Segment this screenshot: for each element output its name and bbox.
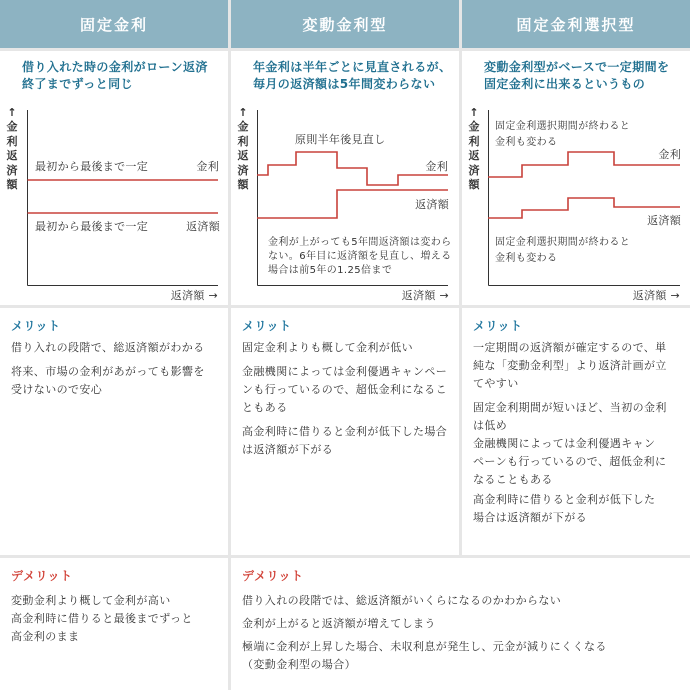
merit-line: 一定期間の返済額が確定するので、単 bbox=[473, 341, 667, 354]
description-line: 終了までずっと同じ bbox=[22, 77, 133, 91]
note-line: 固定金利選択期間が終わると bbox=[495, 121, 631, 132]
note-line: 場合は前5年の1.25倍まで bbox=[268, 265, 393, 276]
merit-item bbox=[242, 423, 451, 459]
demerit-line: 極端に金利が上昇した場合、未収利息が発生し、元金が減りにくくなる bbox=[242, 640, 607, 653]
up-arrow-icon: ↑ bbox=[238, 106, 248, 119]
demerit-item bbox=[242, 615, 682, 633]
overview-variable-rate bbox=[231, 51, 459, 305]
merit-line: 高金利時に借りると金利が低下した場合 bbox=[242, 425, 448, 438]
merit-line: は返済額が下がる bbox=[242, 443, 334, 456]
merit-title: メリット bbox=[11, 319, 61, 333]
merit-line: は低め bbox=[473, 419, 508, 432]
overview-fixed-rate bbox=[0, 51, 228, 305]
demerit-line: （変動金利型の場合） bbox=[242, 658, 356, 671]
payment-label: 返済額 bbox=[647, 214, 681, 227]
merit-line: ンも行っているので、超低金利になるこ bbox=[242, 383, 447, 396]
header-variable-rate: 変動金利型 bbox=[231, 0, 459, 48]
rate-note bbox=[495, 119, 630, 151]
description-line: 変動金利型がベースで一定期間を bbox=[484, 60, 670, 74]
payment-note bbox=[268, 236, 452, 278]
x-axis-label: 返済額 → bbox=[401, 289, 449, 302]
demerit-line: 高金利時に借りると最後までずっと bbox=[11, 612, 193, 625]
up-arrow-icon: ↑ bbox=[469, 106, 479, 119]
header-fixed-rate: 固定金利 bbox=[0, 0, 228, 48]
rate-line bbox=[488, 152, 680, 177]
merit-line: なることもある bbox=[473, 473, 553, 486]
demerit-fixed-rate bbox=[0, 558, 228, 690]
merit-line: 場合は返済額が下がる bbox=[473, 511, 587, 524]
merit-item bbox=[473, 339, 682, 393]
merit-line: 固定金利期間が短いほど、当初の金利 bbox=[473, 401, 667, 414]
merit-item bbox=[11, 363, 220, 399]
demerit-line: 金利が上がると返済額が増えてしまう bbox=[242, 617, 436, 630]
payment-label: 返済額 bbox=[415, 198, 449, 211]
merit-item bbox=[473, 491, 682, 527]
demerit-item bbox=[242, 638, 682, 674]
demerit-title: デメリット bbox=[242, 569, 304, 583]
demerit-line: 高金利のまま bbox=[11, 630, 80, 643]
merit-item bbox=[242, 339, 451, 357]
merit-line: 金融機関によっては金利優遇キャンペー bbox=[242, 365, 448, 378]
merit-item bbox=[473, 435, 682, 489]
header-fixed-rate-selection: 固定金利選択型 bbox=[462, 0, 690, 48]
payment-note: 最初から最後まで一定 bbox=[35, 220, 148, 233]
demerit-title: デメリット bbox=[11, 569, 73, 583]
description-line: 固定金利に出来るというもの bbox=[484, 77, 646, 91]
note-line: 金利も変わる bbox=[495, 137, 558, 148]
merit-title: メリット bbox=[242, 319, 292, 333]
payment-note bbox=[495, 235, 630, 267]
note-line: ない。6年目に返済額を見直し、増える bbox=[268, 251, 452, 262]
y-axis bbox=[237, 106, 249, 193]
y-axis-label: 金利返済額 bbox=[468, 120, 480, 191]
demerit-item bbox=[242, 592, 682, 610]
rate-label: 金利 bbox=[425, 160, 448, 173]
payment-label: 返済額 bbox=[186, 220, 220, 233]
chart-fixed-rate bbox=[0, 51, 228, 305]
up-arrow-icon: ↑ bbox=[7, 106, 17, 119]
y-axis-label: 金利返済額 bbox=[237, 120, 249, 191]
demerit-item bbox=[11, 592, 220, 610]
merit-line: 高金利時に借りると金利が低下した bbox=[473, 493, 656, 506]
x-axis-label: 返済額 → bbox=[170, 289, 218, 302]
review-note: 原則半年後見直し bbox=[295, 133, 386, 146]
y-axis bbox=[6, 106, 18, 193]
merit-item bbox=[242, 363, 451, 417]
merit-line: てやすい bbox=[473, 377, 519, 390]
merit-variable-rate bbox=[231, 308, 459, 555]
merit-line: ともある bbox=[242, 401, 288, 414]
merit-line: ペーンも行っているので、超低金利に bbox=[473, 455, 667, 468]
merit-line: 金融機関によっては金利優遇キャン bbox=[473, 437, 656, 450]
note-line: 固定金利選択期間が終わると bbox=[495, 237, 631, 248]
merit-line: 固定金利よりも概して金利が低い bbox=[242, 341, 413, 354]
overview-fixed-rate-selection bbox=[462, 51, 690, 305]
note-line: 金利が上がっても5年間返済額は変わら bbox=[268, 237, 452, 248]
merit-line: 受けないので安心 bbox=[11, 383, 103, 396]
note-line: 金利も変わる bbox=[495, 253, 558, 264]
demerit-item bbox=[11, 610, 220, 646]
merit-item bbox=[473, 399, 682, 435]
description-line: 借り入れた時の金利がローン返済 bbox=[22, 60, 208, 74]
merit-fixed-rate-selection bbox=[462, 308, 690, 555]
rate-note: 最初から最後まで一定 bbox=[35, 160, 148, 173]
demerit-variable-and-selection bbox=[231, 558, 690, 690]
merit-line: 借り入れの段階で、総返済額がわかる bbox=[11, 341, 205, 354]
merit-item bbox=[11, 339, 220, 357]
y-axis-label: 金利返済額 bbox=[6, 120, 18, 191]
rate-label: 金利 bbox=[196, 160, 219, 173]
description-line: 毎月の返済額は5年間変わらない bbox=[253, 77, 436, 91]
x-axis-label: 返済額 → bbox=[632, 289, 680, 302]
description-line: 年金利は半年ごとに見直されるが、 bbox=[253, 60, 452, 74]
rate-line bbox=[257, 152, 448, 185]
y-axis bbox=[468, 106, 480, 193]
merit-line: 純な「変動金利型」より返済計画が立 bbox=[473, 359, 667, 372]
merit-title: メリット bbox=[473, 319, 523, 333]
rate-label: 金利 bbox=[658, 148, 681, 161]
demerit-line: 変動金利より概して金利が高い bbox=[11, 594, 171, 607]
merit-line: 将来、市場の金利があがっても影響を bbox=[11, 365, 205, 378]
demerit-line: 借り入れの段階では、総返済額がいくらになるのかわからない bbox=[242, 594, 562, 607]
merit-fixed-rate bbox=[0, 308, 228, 555]
